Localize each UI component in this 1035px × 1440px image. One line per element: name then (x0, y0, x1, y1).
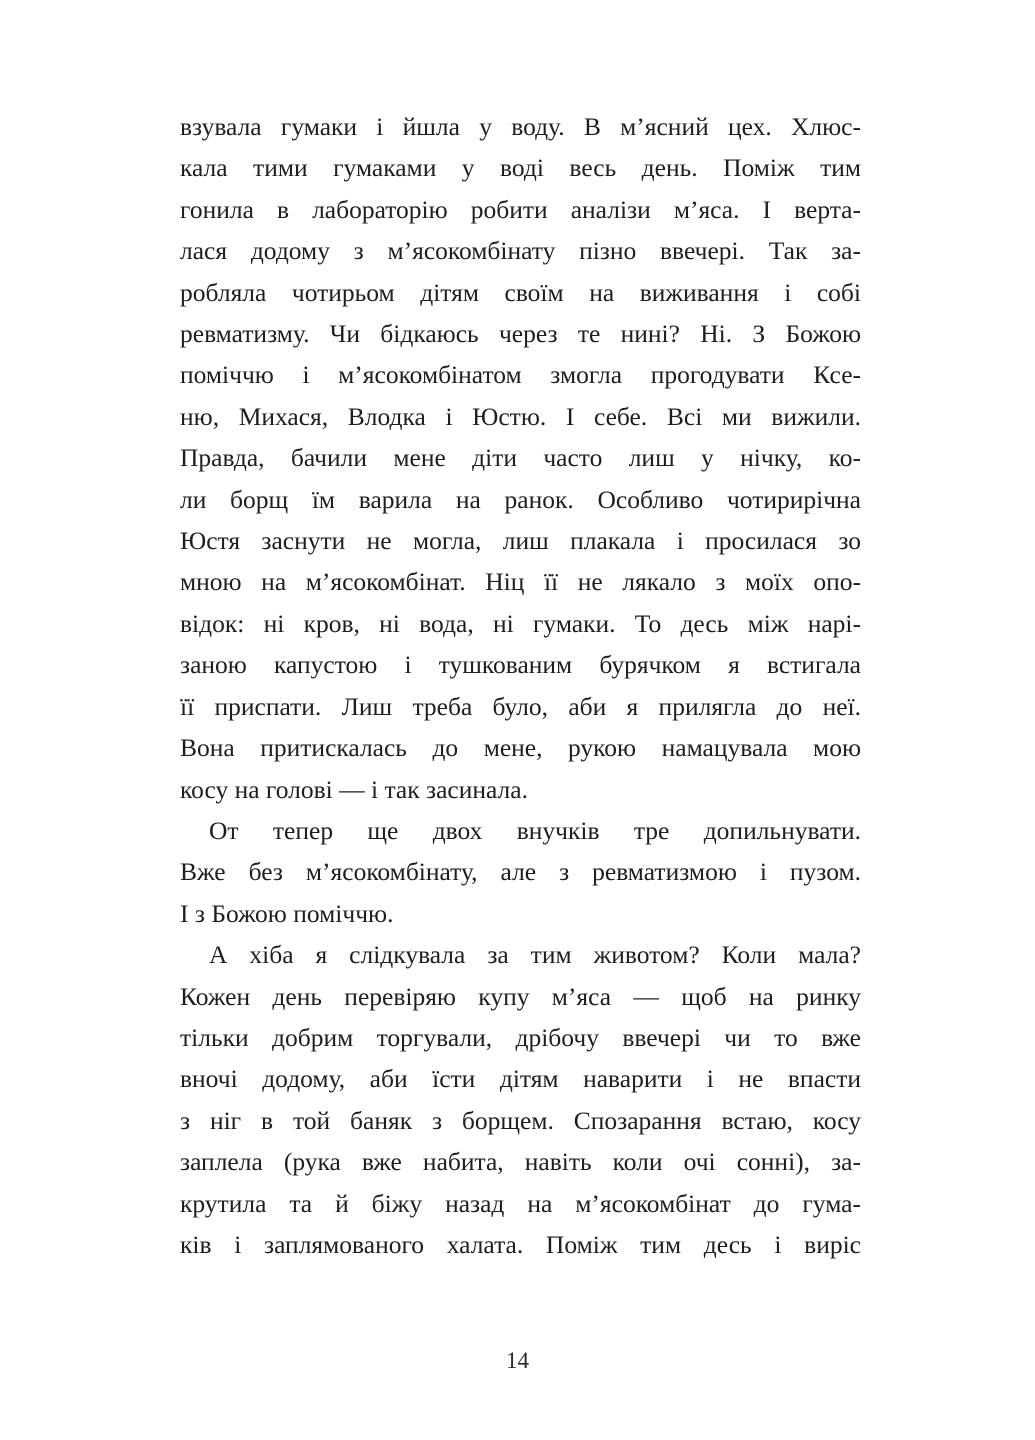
text-line: косу на голові — і так засинала. (180, 774, 528, 804)
text-line: крутила та й біжу назад на м’ясокомбінат до гума- (180, 1188, 861, 1218)
text-line: робляла чотирьом дітям своїм на виживання і собі (180, 277, 861, 307)
paragraph (180, 106, 861, 810)
text-line: лася додому з м’ясокомбінату пізно ввечері. Так за- (180, 236, 861, 266)
text-line: Вона притискалась до мене, рукою намацувала мою (180, 733, 861, 763)
text-line: кала тими гумаками у воді весь день. Поміж тим (180, 153, 861, 183)
text-line: заплела (рука вже набита, навіть коли очі сонні), за- (180, 1147, 861, 1177)
text-line: взувала гумаки і йшла у воду. В м’ясний цех. Хлюс- (180, 112, 861, 141)
text-line: мною на м’ясокомбінат. Ніц її не лякало з моїх опо- (180, 567, 861, 597)
text-line: вночі додому, аби їсти дітям наварити і не впасти (180, 1064, 861, 1094)
text-line: тільки добрим торгували, дрібочу ввечері чи то вже (180, 1022, 861, 1052)
text-line: От тепер ще двох внучків тре допильнувати. (209, 815, 861, 845)
text-line: А хіба я слідкувала за тим животом? Коли мала? (209, 940, 861, 970)
text-line: ню, Михася, Влодка і Юстю. І себе. Всі ми вижили. (180, 401, 861, 431)
text-line: І з Божою поміччю. (180, 898, 394, 928)
text-line: Вже без м’ясокомбінату, але з ревматизмою і пузом. (180, 857, 861, 887)
text-line: ків і заплямованого халата. Поміж тим десь і виріс (180, 1229, 861, 1259)
text-line: відок: ні кров, ні вода, ні гумаки. То десь між нарі- (180, 608, 861, 638)
paragraph (180, 934, 861, 1265)
page-number: 14 (506, 1348, 529, 1373)
text-line: Правда, бачили мене діти часто лиш у нічку, ко- (180, 443, 861, 473)
paragraph (180, 810, 861, 934)
text-line: з ніг в той баняк з борщем. Спозарання встаю, косу (180, 1105, 861, 1135)
text-line: поміччю і м’ясокомбінатом змогла прогодувати Ксе- (180, 360, 861, 390)
text-line: Кожен день перевіряю купу м’яса — щоб на ринку (180, 981, 861, 1011)
text-line: гонила в лабораторію робити аналізи м’яса. І верта- (180, 194, 861, 224)
text-line: Юстя заснути не могла, лиш плакала і просилася зо (180, 526, 861, 556)
body-text (180, 106, 861, 1265)
text-line: заною капустою і тушкованим бурячком я встигала (180, 650, 861, 680)
text-line: ревматизму. Чи бідкаюсь через те нині? Ні. З Божою (180, 319, 861, 349)
text-line: ли борщ їм варила на ранок. Особливо чотирирічна (180, 484, 861, 514)
text-line: її приспати. Лиш треба було, аби я прилягла до неї. (180, 691, 861, 721)
